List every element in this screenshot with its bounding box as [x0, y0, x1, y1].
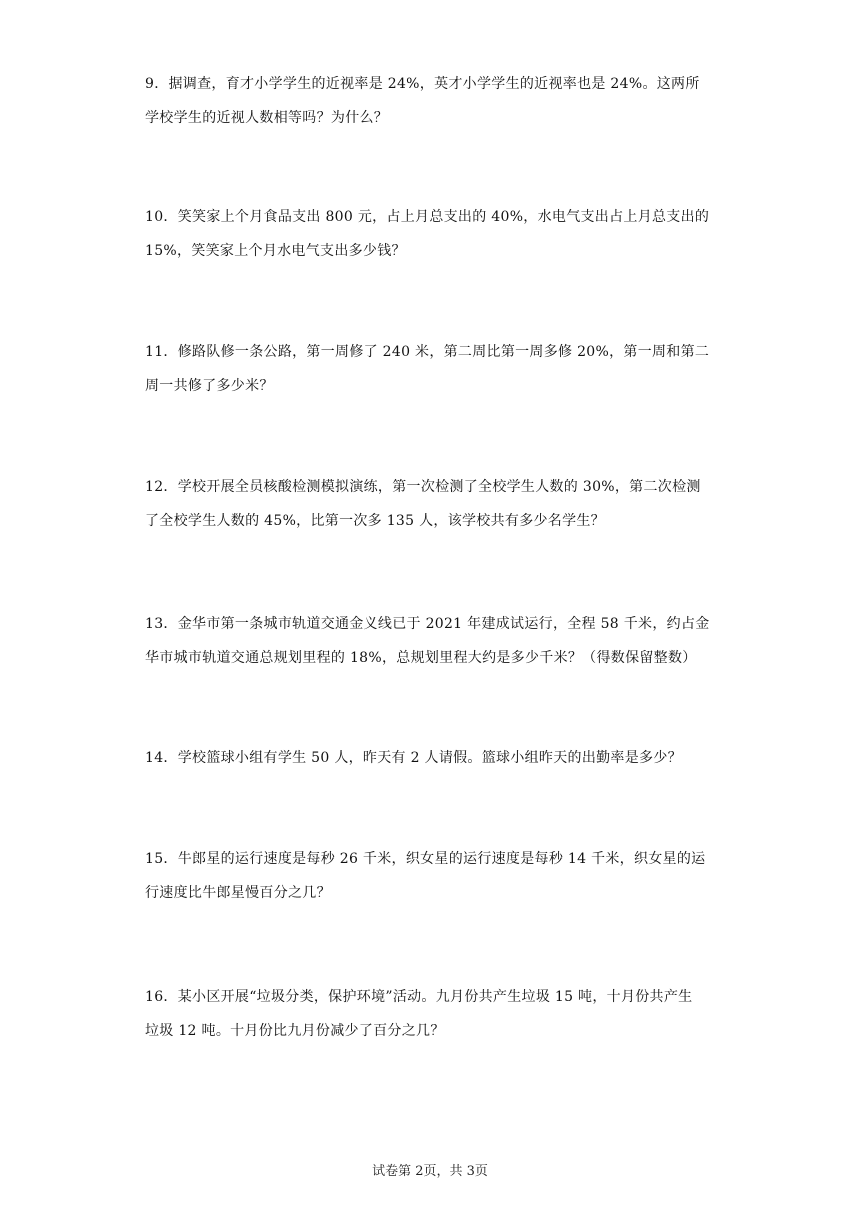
- question-15-line-1: 15．牛郎星的运行速度是每秒 26 千米，织女星的运行速度是每秒 14 千米，织女星的运: [145, 851, 706, 867]
- question-13: [145, 607, 717, 675]
- page-number-label: 试卷第 2页，共 3页: [372, 1164, 488, 1179]
- question-11-line-2: 周一共修了多少米？: [145, 378, 274, 394]
- question-14: [145, 741, 717, 775]
- question-12-line-1: 12．学校开展全员核酸检测模拟演练，第一次检测了全校学生人数的 30%，第二次检测: [145, 479, 701, 495]
- question-12: [145, 470, 717, 538]
- question-9-line-1: 9．据调查，育才小学学生的近视率是 24%，英才小学学生的近视率也是 24%。这两所: [145, 76, 700, 92]
- question-15-line-2: 行速度比牛郎星慢百分之几？: [145, 885, 331, 901]
- question-10-line-2: 15%，笑笑家上个月水电气支出多少钱？: [145, 243, 406, 259]
- question-13-line-1: 13．金华市第一条城市轨道交通金义线已于 2021 年建成试运行，全程 58 千米，约占金: [145, 616, 710, 632]
- question-10-line-1: 10．笑笑家上个月食品支出 800 元，占上月总支出的 40%，水电气支出占上月总支出的: [145, 209, 710, 225]
- question-12-line-2: 了全校学生人数的 45%，比第一次多 135 人，该学校共有多少名学生？: [145, 513, 605, 529]
- question-11: [145, 335, 717, 403]
- question-16-line-1: 16．某小区开展“垃圾分类，保护环境”活动。九月份共产生垃圾 15 吨，十月份共产生: [145, 989, 693, 1005]
- question-14-line-1: 14．学校篮球小组有学生 50 人，昨天有 2 人请假。篮球小组昨天的出勤率是多少？: [145, 750, 682, 766]
- question-16: [145, 980, 717, 1048]
- question-10: [145, 200, 717, 268]
- question-13-line-2: 华市城市轨道交通总规划里程的 18%，总规划里程大约是多少千米？（得数保留整数）: [145, 650, 697, 666]
- question-9-line-2: 学校学生的近视人数相等吗？为什么？: [145, 110, 389, 126]
- question-9: [145, 67, 717, 135]
- question-16-line-2: 垃圾 12 吨。十月份比九月份减少了百分之几？: [145, 1023, 445, 1039]
- question-11-line-1: 11．修路队修一条公路，第一周修了 240 米，第二周比第一周多修 20%，第一周和第二: [145, 344, 710, 360]
- question-15: [145, 842, 717, 910]
- page-footer: [0, 1160, 860, 1179]
